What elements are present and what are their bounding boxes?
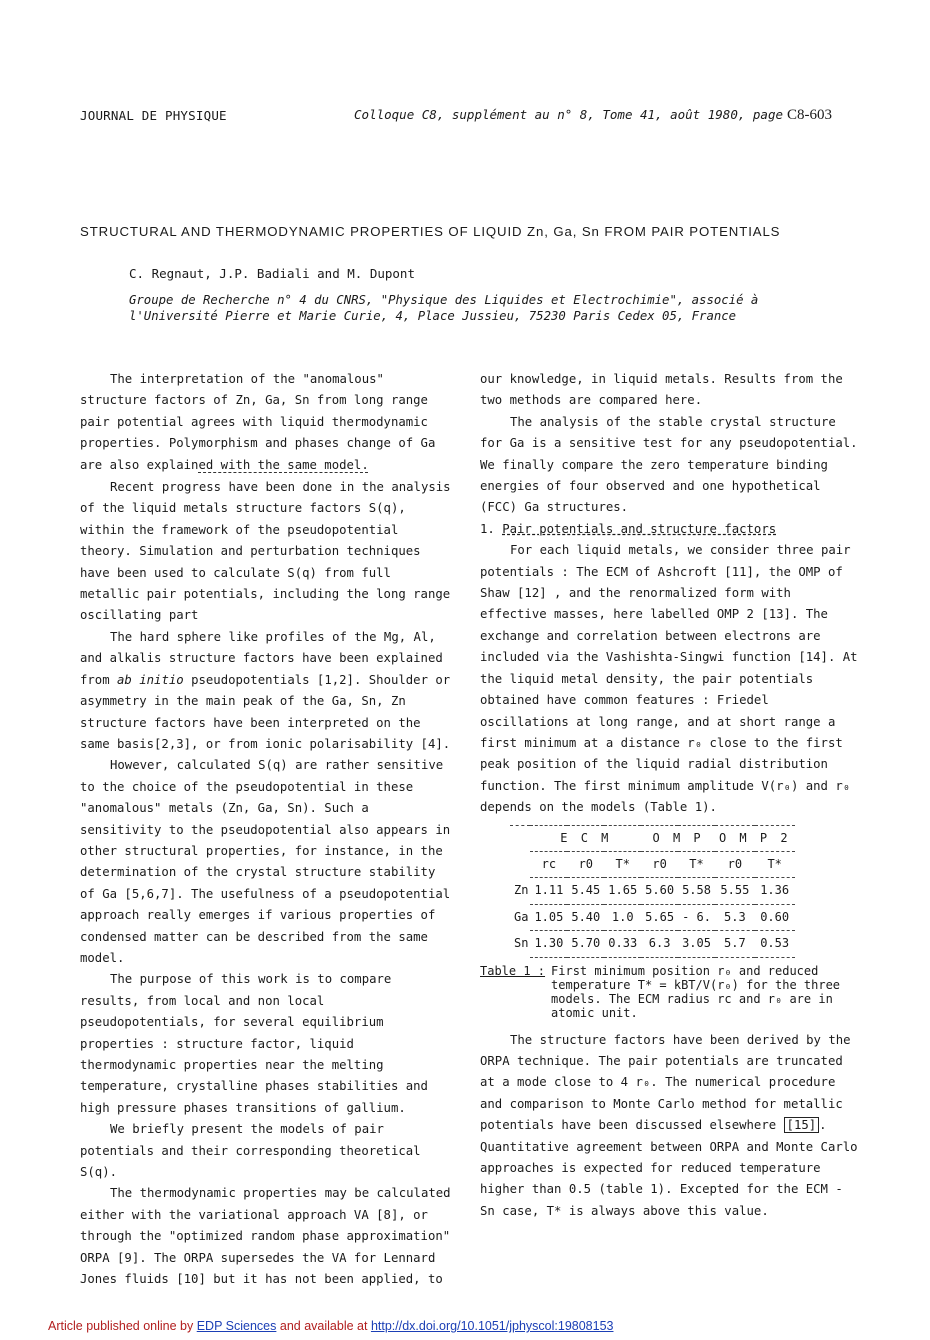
caption-text: First minimum position r₀ and reduced temperature T* = kBT/V(r₀) for the three models. The ECM radius rc and r₀ are in atomic unit. [551,963,841,1020]
paragraph [80,627,452,755]
authors: C. Regnaut, J.P. Badiali and M. Dupont [129,266,415,281]
footer-text: and available at [279,1319,368,1333]
paragraph [480,1030,862,1223]
table-group: E C M [530,825,641,851]
table-group: O M P 2 [715,825,795,851]
table-cell: - 6. [678,904,715,930]
table-cell: 1.65 [604,878,641,904]
journal-name: JOURNAL DE PHYSIQUE [80,108,227,123]
publication-footer [48,1319,613,1333]
table-cell: 5.60 [641,878,678,904]
table-subheader: r0 [715,851,755,877]
table-cell: 5.45 [567,878,604,904]
table-subheader: T* [604,851,641,877]
table-cell: 5.7 [715,931,755,957]
table-cell: 5.70 [567,931,604,957]
row-label: Zn [514,883,529,898]
affiliation [129,292,758,324]
paragraph: The analysis of the stable crystal structure for Ga is a sensitive test for any pseudopotential. We finally compare the zero temperature binding energies of four observed and one hypothetical (FCC) Ga structures. [480,414,858,515]
table-cell: 0.60 [755,904,795,930]
text-span: The structure factors have been derived by the ORPA technique. The pair potentials are truncated at a mode close to 4 r₀. The numerical procedure and comparison to Monte Carlo method for metallic potentials have been discussed elsewhere [480,1032,851,1133]
table-subheader-row [510,851,795,877]
paragraph: our knowledge, in liquid metals. Results from the two methods are compared here. [480,372,843,408]
paragraph: Recent progress have been done in the analysis of the liquid metals structure factors S(q), within the framework of the pseudopotential theory. Simulation and perturbation techniques have been used to calculate S(q) from full metallic pair potentials, including the long range oscillating part [80,480,451,623]
table-cell: 6.3 [641,931,678,957]
table-cell: 0.33 [604,931,641,957]
section-title: Pair potentials and structure factors [502,521,777,536]
paragraph: However, calculated S(q) are rather sensitive to the choice of the pseudopotential in these "anomalous" metals (Zn, Ga, Sn). Such a sensitivity to the pseudopotential also appears in other structural properties, for instance, in the determination of the crystal structure stability of Ga [5,6,7]. The usefulness of a pseudopotential approach really emerges if various properties of condensed matter can be described from the same model. [80,758,451,965]
edp-sciences-link[interactable]: EDP Sciences [196,1319,277,1333]
table-subheader: rc [530,851,567,877]
table-row [510,878,795,904]
table-cell: 5.58 [678,878,715,904]
colloque-info [354,107,832,124]
paragraph: We briefly present the models of pair potentials and their corresponding theoretical S(q). [80,1122,421,1180]
paragraph: The purpose of this work is to compare results, from local and non local pseudopotentials, for several equilibrium properties : structure factor, liquid thermodynamic properties near the melting temperature, crystalline phases stabilities and high pressure phases transitions of gallium. [80,972,428,1115]
table-cell: 5.55 [715,878,755,904]
text-span: pseudopotentials [1,2]. Shoulder or asymmetry in the main peak of the Ga, Sn, Zn structure factors have been interpreted on the same basis[2,3], or from ionic polarisability [4]. [80,672,451,751]
table-cell: 1.11 [530,878,567,904]
page-number: C8-603 [787,107,832,123]
table-subheader: T* [678,851,715,877]
table-subheader: r0 [641,851,678,877]
paragraph: The thermodynamic properties may be calculated either with the variational approach VA [8], or through the "optimized random phase approximation" ORPA [9]. The ORPA supersedes the VA for Lennard Jones fluids [10] but it has not been applied, to [80,1186,451,1287]
table-group-header [510,825,795,851]
table-cell: 1.36 [755,878,795,904]
row-label: Ga [514,909,529,924]
italic-term: ab initio [117,672,184,687]
table-row [510,931,795,957]
table-row [510,904,795,930]
affiliation-line2: l'Université Pierre et Marie Curie, 4, Place Jussieu, 75230 Paris Cedex 05, France [129,309,737,323]
table-cell: 0.53 [755,931,795,957]
affiliation-line1: Groupe de Recherche n° 4 du CNRS, "Physique des Liquides et Electrochimie", associé à [129,293,759,307]
table-cell: 5.3 [715,904,755,930]
doi-link[interactable]: http://dx.doi.org/10.1051/jphyscol:19808153 [370,1319,614,1333]
right-column [480,369,862,1222]
table-cell: 5.65 [641,904,678,930]
table-caption [480,964,862,1020]
table-subheader: T* [755,851,795,877]
table-cell: 1.05 [530,904,567,930]
table-cell: 1.30 [530,931,567,957]
table-cell: 5.40 [567,904,604,930]
section-heading [480,519,862,540]
text-span: . Quantitative agreement between ORPA and Monte Carlo approaches is expected for reduced temperature higher than 0.5 (table 1). Excepted for the ECM - Sn case, T* is always above this value. [480,1118,858,1218]
abstract: The interpretation of the "anomalous" structure factors of Zn, Ga, Sn from long range pair potential agrees with liquid thermodynamic properties. Polymorphism and phases change of Ga are also explained with the same model. [80,372,436,472]
table-cell: 3.05 [678,931,715,957]
table-subheader: r0 [567,851,604,877]
colloque-text: Colloque C8, supplément au n° 8, Tome 41, août 1980, page [354,107,783,122]
caption-label: Table 1 : [480,963,546,978]
text-span: The hard sphere like profiles of the Mg, Al, and alkalis structure factors have been explained from [80,629,443,687]
footer-text: Article published online by [48,1319,194,1333]
table-cell: 1.0 [604,904,641,930]
section-number: 1. [480,521,495,536]
table-group: O M P [641,825,715,851]
boxed-reference: [15] [784,1117,820,1133]
data-table [510,825,795,958]
paragraph: For each liquid metals, we consider three pair potentials : The ECM of Ashcroft [11], the OMP of Shaw [12] , and the renormalized form with effective masses, here labelled OMP 2 [13]. The exchange and correlation between electrons are included via the Vashishta-Singwi function [14]. At the liquid metal density, the pair potentials obtained have common features : Friedel oscillations at long range, and at short range a first minimum at a distance r₀ close to the first peak position of the liquid radial distribution function. The first minimum amplitude V(r₀) and r₀ depends on the models (Table 1). [480,543,858,815]
paper-title: STRUCTURAL AND THERMODYNAMIC PROPERTIES OF LIQUID Zn, Ga, Sn FROM PAIR POTENTIALS [80,224,781,239]
left-column [80,369,452,1290]
row-label: Sn [514,936,529,951]
